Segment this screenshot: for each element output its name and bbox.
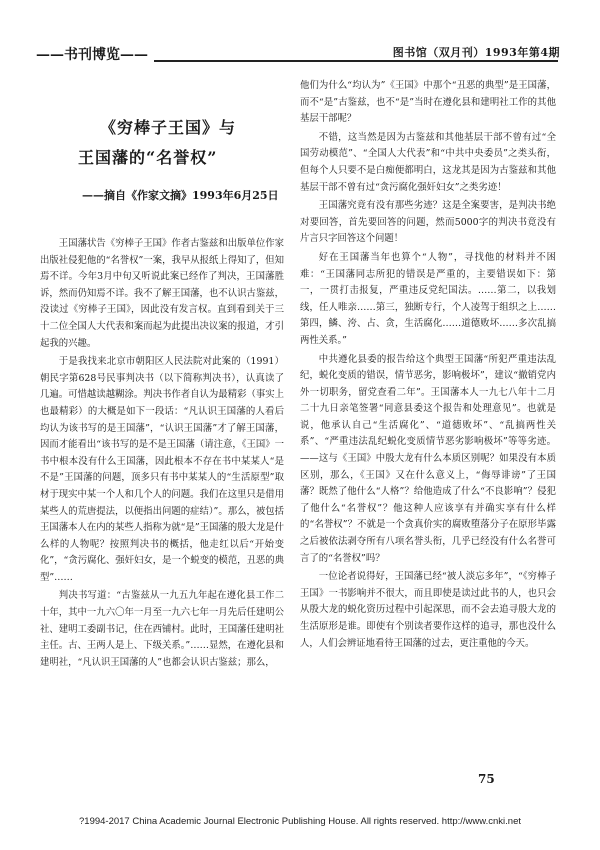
paragraph: 一位论者说得好，王国藩已经“被人淡忘多年”，“《穷棒子王国》一书影响并不很大，而且即使是读过此书的人，也只会从殷大龙的蜕化资历过程中引起深思，而不会去追寻殷大龙的生活原形是谁。即使有个别读者要作这样的追寻，那也没什么人，人们会辨证地看待王国藩的过去，更注重他的今天。 <box>300 571 556 649</box>
left-column <box>40 236 284 671</box>
running-head: 图书馆（双月刊）1993年第4期 <box>387 44 560 60</box>
paragraph: 王国藩状告《穷棒子王国》作者古鉴兹和出版单位作家出版社侵犯他的“名誉权”一案，我早从报纸上得知了，但知焉不详。今年3月中旬又听说此案已经作了判决，王国藩胜诉，然而仍知焉不详。我不了解王国藩，也不认识古鉴兹，没读过《穷棒子王国》，因此没有发言权。直到看到关于三十二位全国人大代表和案而起为此提出决议案的报道，才引起我的兴趣。 <box>40 238 284 349</box>
section-title: ——书刊博览—— <box>36 44 154 64</box>
paragraph: 好在王国藩当年也算个“人物”，寻找他的材料并不困难：“王国藩同志所犯的错误是严重的，主要错误如下：第一，一贯打击报复，严重违反党纪国法。……第二，以我划线，任人唯亲……第三，独断专行，个人凌驾于组织之上……第四，鱗、洿、占、贪，生活腐化……道德败坏……多次乱搞两性关系。” <box>300 251 556 346</box>
right-column <box>300 78 556 652</box>
article-title-line1: 《穷棒子王国》与 <box>100 118 237 137</box>
article-title-line2: 王国藩的“名誉权” <box>78 148 218 167</box>
paragraph: 判决书写道：“古鉴兹从一九五九年起在遵化县工作二十年，其中一九六〇年一月至一九六七年一月先后任建明公社、建明工委副书记，住在西铺村。此时，王国藩任建明社主任。古、王两人是上、下级关系。”……显然，在遵化县和建明社，“凡认识王国藩的人”也都会认识古鉴兹；那么， <box>40 590 284 668</box>
copyright-footer: ?1994-2017 China Academic Journal Electronic Publishing House. All rights reserved. http://www.cnki.net <box>79 816 521 827</box>
paragraph: 王国藩究竟有没有那些劣迹？这是全案要害，是判决书绝对要回答，首先要回答的问题，然而5000字的判决书竟没有片言只字回答这个问题！ <box>300 200 556 245</box>
paragraph: 于是我找来北京市朝阳区人民法院对此案的（1991）朝民字第628号民事判决书（以下简称判决书），认真读了几遍。可惜越读越糊涂。判决书作者自认为最精彩（事实上也最精彩）的大概是如下一段话：“凡认识王国藩的人看后均认为该书写的是王国藩”，“认识王国藩”才了解王国藩，因而才能看出“该书写的是不是王国藩（请注意，《王国》一书中根本没有什么王国藩，因此根本不存在书中某某人“是不是”王国藩的问题，顶多只有书中某某人的“生活原型”取材于现实中某一个人和几个人的问题。我们在这里只是借用某些人的荒唐提法，以便指出问题的症结）”。那么，被包括王国藩本人在内的某些人指称为就“是”王国藩的殷大龙是什么样的人物呢？按照判决书的概括，他走红以后“开始变化”，“贪污腐化、强奸妇女，是一个蜕变的模范，丑恶的典型”…… <box>40 356 284 583</box>
paragraph: 中共遵化县委的报告给这个典型王国藩“所犯严重违法乱纪，蜕化变质的错误，情节恶劣，影响极坏”，建议“撤销党内外一切职务，留党查看二年”。王国藩本人一九七八年十二月二十九日亲笔签署“同意县委这个报告和处理意见”。也就是说，他承认自己“生活腐化”、“道德败坏”、“乱搞两性关系”、“严重违法乱纪蜕化变质情节恶劣影响极坏”等等劣迹。——这与《王国》中殷大龙有什么本质区别呢？如果没有本质区别，那么，《王国》又在什么意义上，“侮辱诽谤”了王国藩？既然了他什么“人格”？给他造成了什么“不良影响”？侵犯了他什么“名誉权”？他这种人应该享有并确实享有什么样的“名誉权”？不就是一个贪真价实的腐败堕落分子在原形毕露之后被依法剥夺所有八项名誉头衔，几乎已经没有什么名誉可言了的“名誉权”吗？ <box>300 353 556 564</box>
article-source: ——摘自《作家文摘》1993年6月25日 <box>82 189 279 202</box>
paragraph: 不错，这当然是因为古鉴兹和其他基层干部不曾有过“全国劳动模范”、“全国人大代表”和“中共中央委员”之类头衔，但每个人只要不是白痴便都明白，这龙其是因为古鉴兹和其他基层干部不曾有过“贪污腐化强奸妇女”之类劣迹！ <box>300 131 556 193</box>
paragraph: 他们为什么“均认为”《王国》中那个“丑恶的典型”是王国藩，而不“是”古鉴兹，也不“是”当时在遵化县和建明社工作的其他基层干部呢？ <box>300 80 556 125</box>
title-block <box>78 95 278 220</box>
page-number: 75 <box>478 772 495 786</box>
